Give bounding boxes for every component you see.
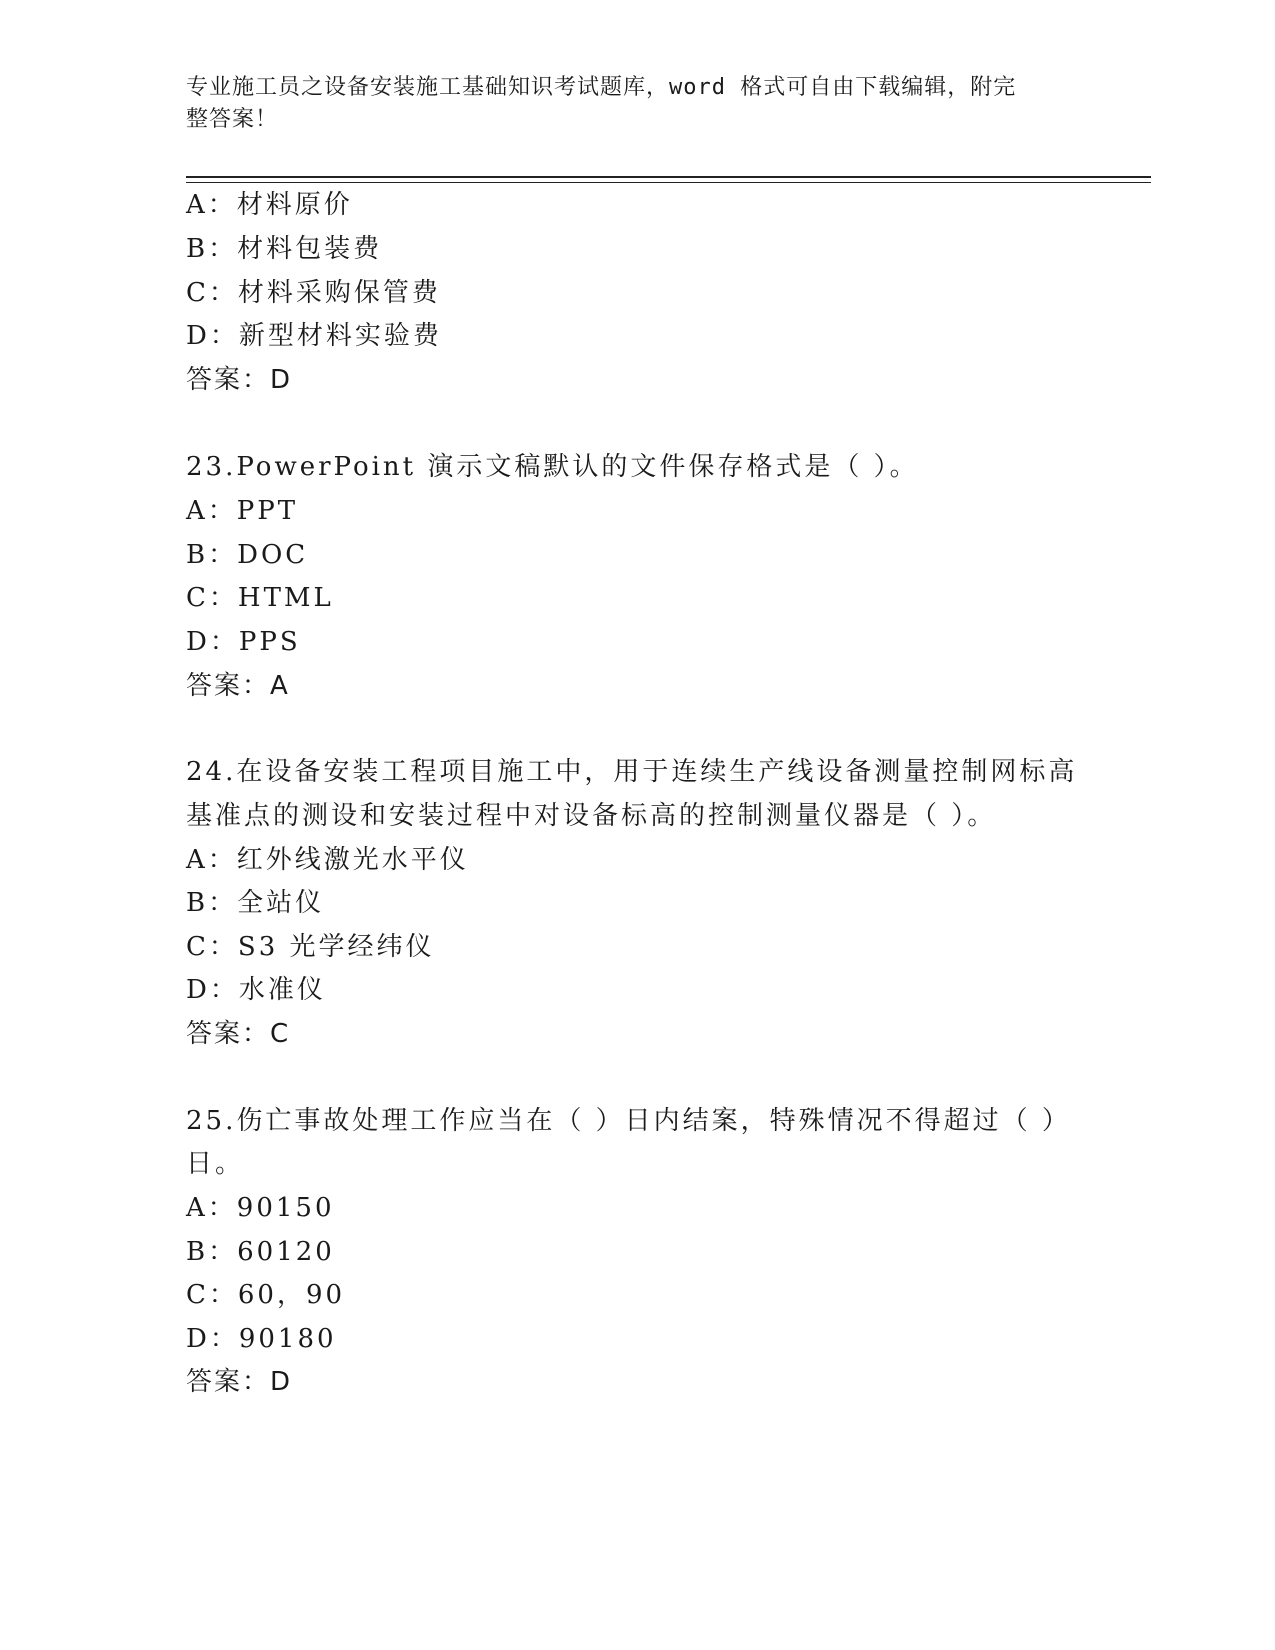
q25-question-line-2: 日。 [186, 1149, 245, 1179]
q22-answer: 答案：D [186, 365, 293, 395]
header-divider [186, 176, 1151, 178]
q25-answer: 答案：D [186, 1367, 293, 1397]
q25-option-a: A：90150 [186, 1193, 335, 1223]
q23-answer: 答案：A [186, 671, 290, 701]
document-header [186, 72, 1066, 136]
header-divider-thin [186, 182, 1151, 183]
q25-option-b: B：60120 [186, 1237, 335, 1267]
q25-option-c: C：60，90 [186, 1280, 346, 1310]
q22-option-c: C：材料采购保管费 [186, 278, 441, 308]
q24-option-c: C：S3 光学经纬仪 [186, 932, 435, 962]
q22-option-a: A：材料原价 [186, 190, 353, 220]
q23-option-c: C：HTML [186, 583, 334, 613]
q24-question-line-1: 24.在设备安装工程项目施工中，用于连续生产线设备测量控制网标高 [186, 757, 1078, 787]
header-line-1: 专业施工员之设备安装施工基础知识考试题库，word 格式可自由下载编辑，附完 [186, 75, 1017, 100]
q25-question-line-1: 25.伤亡事故处理工作应当在（ ）日内结案，特殊情况不得超过（ ） [186, 1106, 1071, 1136]
q24-option-b: B：全站仪 [186, 888, 325, 918]
q23-option-a: A：PPT [186, 496, 299, 526]
q22-option-b: B：材料包装费 [186, 234, 383, 264]
q23-option-d: D：PPS [186, 627, 301, 657]
q24-option-d: D：水准仪 [186, 975, 326, 1005]
q24-option-a: A：红外线激光水平仪 [186, 845, 469, 875]
q24-question-line-2: 基准点的测设和安装过程中对设备标高的控制测量仪器是（ ）。 [186, 801, 997, 831]
q22-option-d: D：新型材料实验费 [186, 321, 442, 351]
q23-question: 23.PowerPoint 演示文稿默认的文件保存格式是（ ）。 [186, 452, 919, 482]
q24-answer: 答案：C [186, 1019, 291, 1049]
q23-option-b: B：DOC [186, 540, 309, 570]
header-line-2: 整答案！ [186, 107, 279, 132]
q25-option-d: D：90180 [186, 1324, 337, 1354]
